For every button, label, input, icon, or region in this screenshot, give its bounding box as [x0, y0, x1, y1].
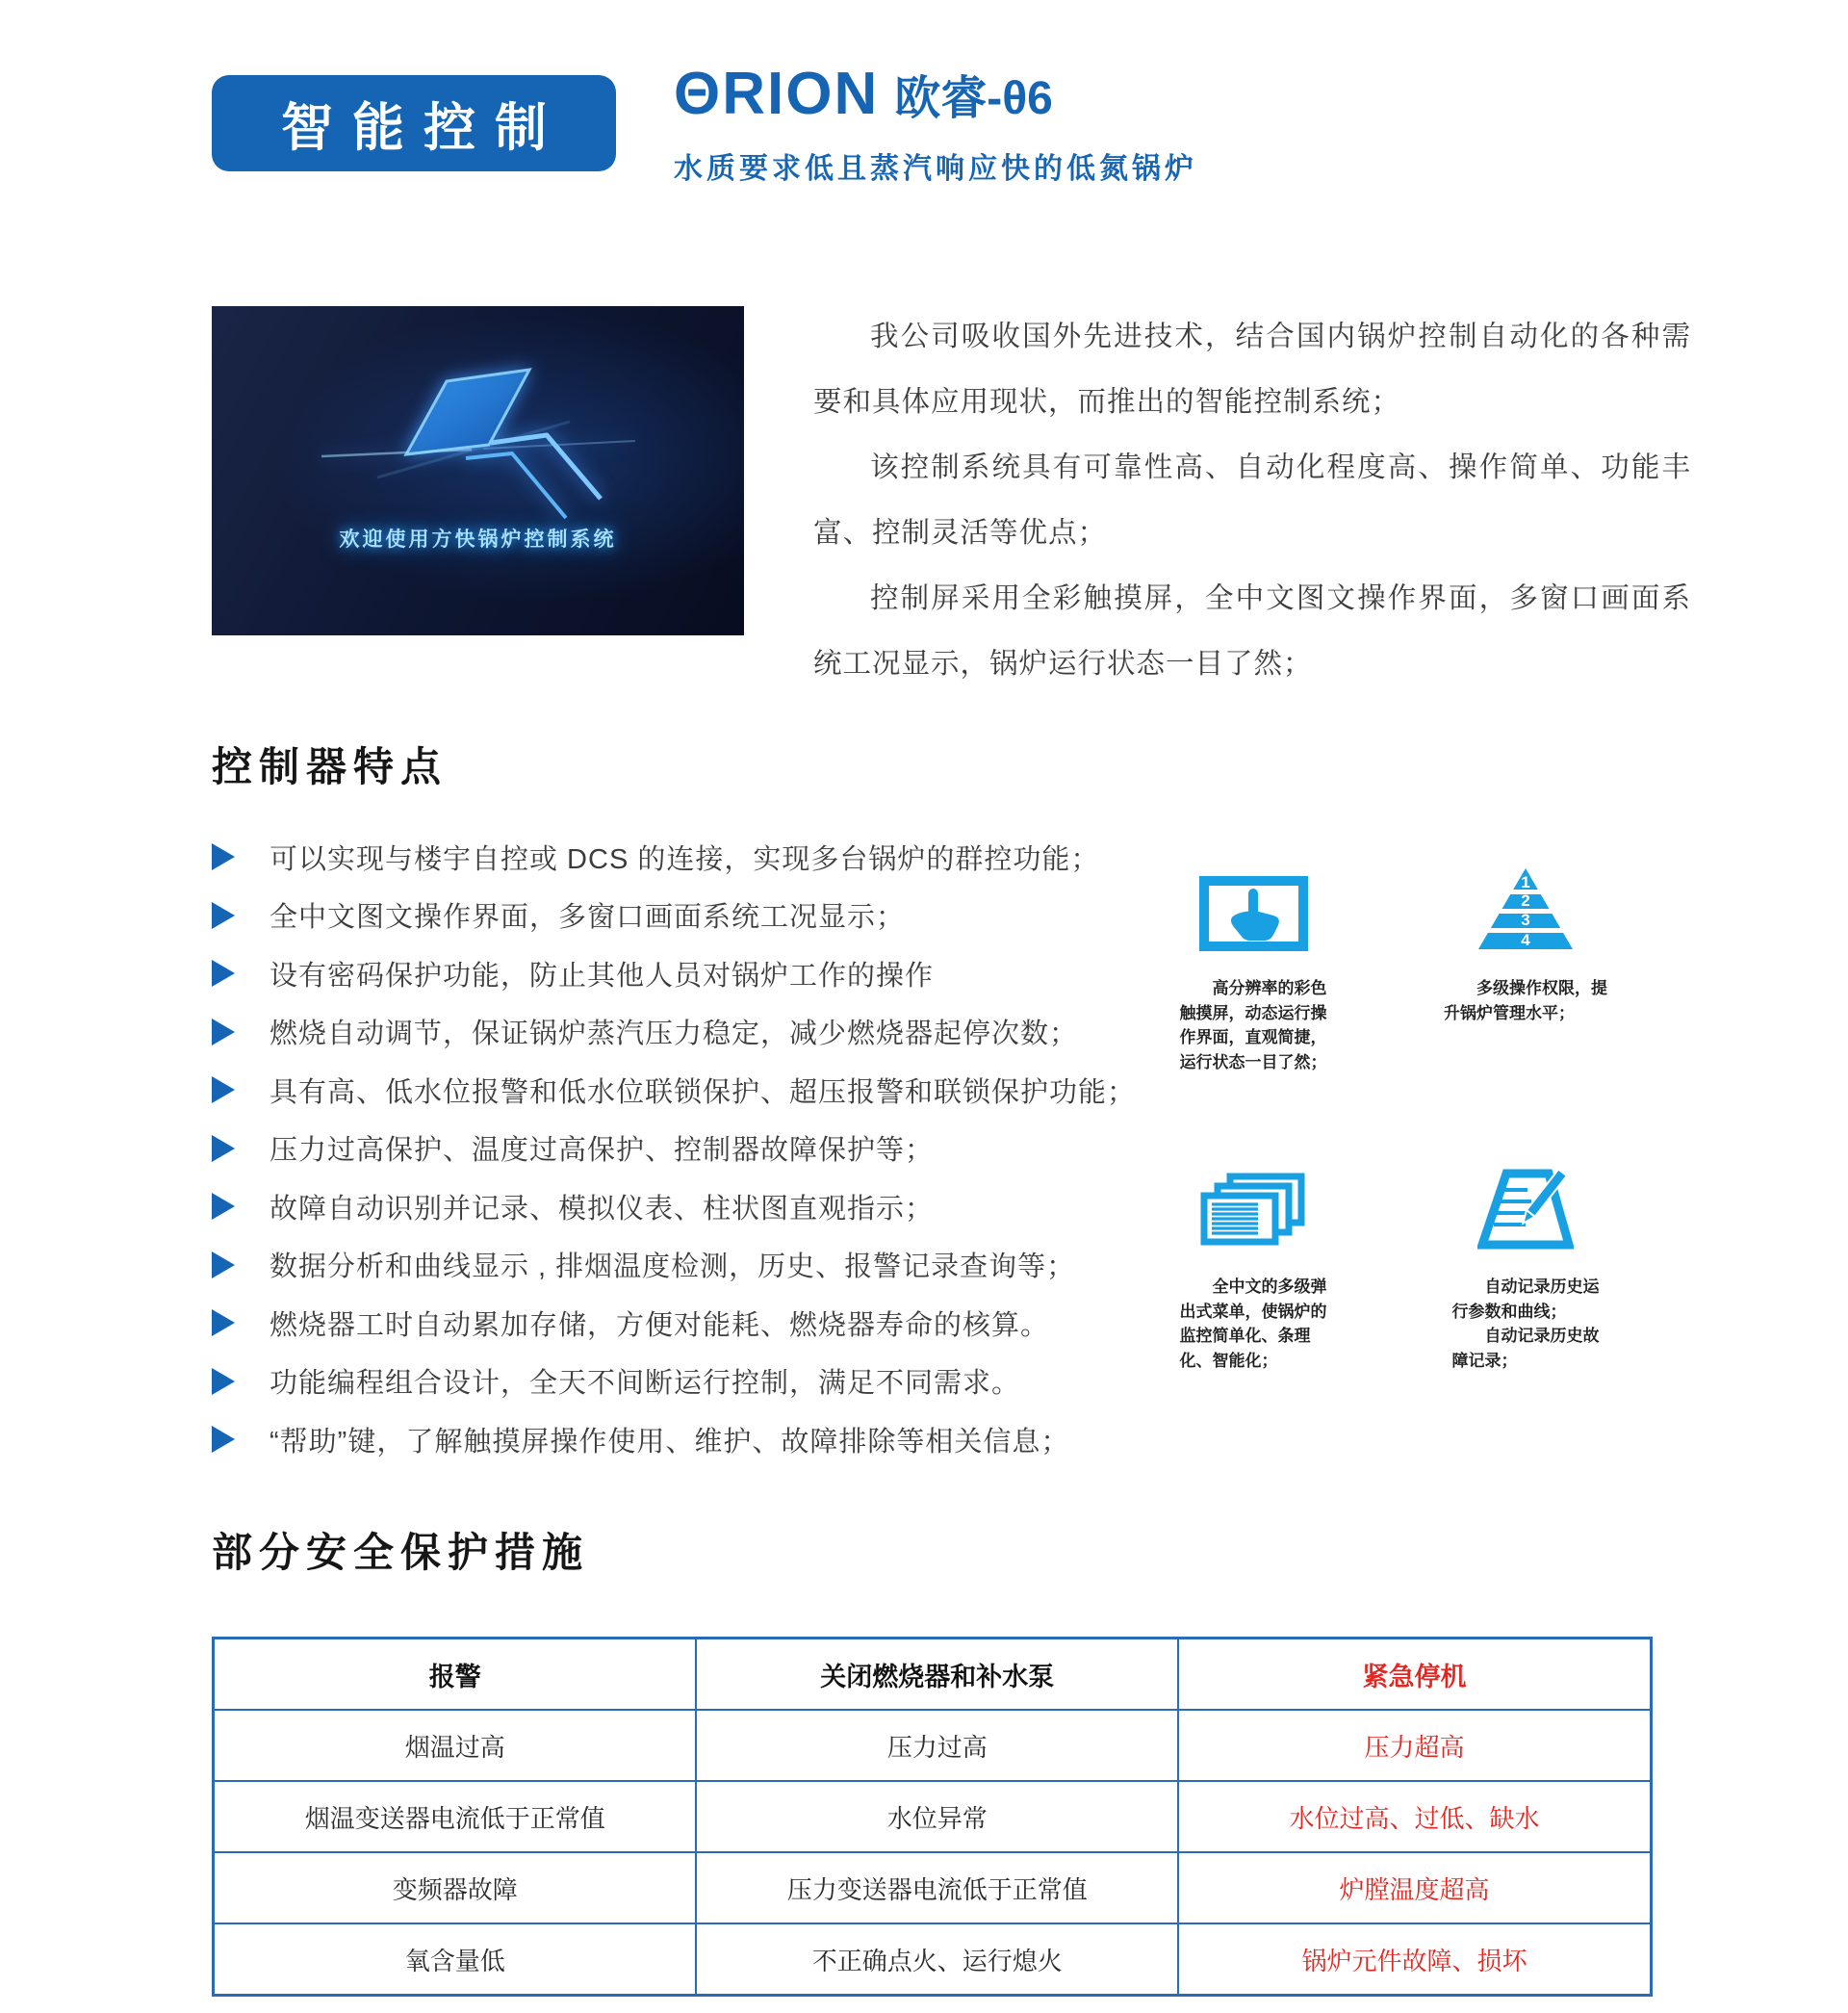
- bullet-triangle-icon: [212, 1135, 235, 1162]
- bullet-triangle-icon: [212, 1076, 235, 1103]
- feature-item: [212, 1236, 1174, 1295]
- intro-paragraph: 我公司吸收国外先进技术，结合国内锅炉控制自动化的各种需要和具体应用现状，而推出的智能控制系统；: [813, 321, 1691, 418]
- table-cell: 不正确点火、运行熄火: [696, 1923, 1177, 1996]
- bullet-triangle-icon: [212, 1309, 235, 1336]
- highlight-caption: [1180, 1275, 1327, 1373]
- feature-item-text: “帮助”键，了解触摸屏操作使用、维护、故障排除等相关信息；: [270, 1426, 1070, 1458]
- bullet-triangle-icon: [212, 1368, 235, 1395]
- intro-paragraph: 控制屏采用全彩触摸屏，全中文图文操作界面，多窗口画面系统工况显示，锅炉运行状态一目了然；: [813, 582, 1691, 680]
- feature-item-text: 具有高、低水位报警和低水位联锁保护、超压报警和联锁保护功能；: [270, 1076, 1137, 1108]
- bullet-triangle-icon: [212, 902, 235, 929]
- table-cell: 水位过高、过低、缺水: [1178, 1781, 1652, 1852]
- pyramid-level-label: 1: [1521, 873, 1530, 891]
- safety-column-header: 关闭燃烧器和补水泵: [696, 1639, 1177, 1711]
- bullet-triangle-icon: [212, 1252, 235, 1278]
- highlight-caption-line: 多级操作权限，提: [1444, 979, 1607, 997]
- highlight-caption-line: 升锅炉管理水平；: [1444, 1003, 1575, 1022]
- brand-logo-text: ΘRION: [674, 61, 880, 127]
- feature-item: [212, 1177, 1174, 1236]
- highlight-caption-line: 行参数和曲线；: [1451, 1302, 1567, 1321]
- table-row: [214, 1710, 1652, 1781]
- table-cell: 烟温过高: [214, 1710, 697, 1781]
- safety-table: [212, 1637, 1653, 1997]
- table-cell: 压力超高: [1178, 1710, 1652, 1781]
- feature-item: [212, 1353, 1174, 1411]
- table-row: [214, 1781, 1652, 1852]
- table-cell: 炉膛温度超高: [1178, 1852, 1652, 1923]
- bullet-triangle-icon: [212, 1019, 235, 1045]
- feature-item-text: 设有密码保护功能，防止其他人员对锅炉工作的操作: [270, 960, 935, 992]
- icon-wrap: [1199, 865, 1308, 951]
- feature-item: [212, 1294, 1174, 1353]
- badge-label: 智能控制: [281, 98, 566, 157]
- highlight-caption-line: 高分辨率的彩色: [1179, 979, 1327, 997]
- highlight-caption-line: 自动记录历史故: [1451, 1327, 1600, 1345]
- highlight-caption-line: 作界面，直观简捷，: [1179, 1028, 1327, 1046]
- safety-section-title: 部分安全保护措施: [212, 1530, 590, 1575]
- table-cell: 变频器故障: [214, 1852, 697, 1923]
- brand-row: [674, 60, 1053, 128]
- pyramid-levels-icon: [1476, 866, 1575, 951]
- safety-column-header: 报警: [214, 1639, 697, 1711]
- table-cell: 烟温变送器电流低于正常值: [214, 1781, 697, 1852]
- highlight-caption: [1444, 976, 1607, 1025]
- icon-wrap: [1477, 1163, 1574, 1250]
- highlight-caption: [1180, 976, 1327, 1074]
- product-subtitle: 水质要求低且蒸汽响应快的低氮锅炉: [674, 153, 1197, 185]
- highlight-caption-line: 自动记录历史运: [1451, 1277, 1600, 1296]
- feature-item-text: 燃烧器工时自动累加存储，方便对能耗、燃烧器寿命的核算。: [270, 1309, 1050, 1341]
- touchscreen-icon: [1199, 876, 1308, 951]
- highlight-touchscreen: [1145, 865, 1361, 1074]
- feature-item: [212, 828, 1174, 887]
- feature-item-text: 功能编程组合设计，全天不间断运行控制，满足不同需求。: [270, 1368, 1021, 1400]
- section-badge: [212, 75, 616, 171]
- popup-menus-icon: [1200, 1173, 1306, 1250]
- fangkuai-k-logo-icon: [320, 354, 637, 547]
- feature-item: [212, 944, 1174, 1003]
- bullet-triangle-icon: [212, 843, 235, 870]
- feature-item-text: 数据分析和曲线显示 , 排烟温度检测，历史、报警记录查询等；: [270, 1252, 1076, 1283]
- control-screen-image: [212, 306, 744, 635]
- intro-paragraph: 该控制系统具有可靠性高、自动化程度高、操作简单、功能丰富、控制灵活等优点；: [813, 452, 1691, 549]
- table-cell: 压力过高: [696, 1710, 1177, 1781]
- safety-column-header: 紧急停机: [1178, 1639, 1652, 1711]
- feature-item: [212, 1003, 1174, 1062]
- table-cell: 水位异常: [696, 1781, 1177, 1852]
- highlight-caption-line: 障记录；: [1451, 1351, 1518, 1370]
- table-row: [214, 1852, 1652, 1923]
- welcome-caption: 欢迎使用方快锅炉控制系统: [339, 529, 617, 551]
- feature-item-text: 故障自动识别并记录、模拟仪表、柱状图直观指示；: [270, 1193, 935, 1225]
- icon-wrap: [1476, 865, 1575, 951]
- highlight-caption-line: 出式菜单，使锅炉的: [1179, 1302, 1327, 1321]
- icon-wrap: [1200, 1163, 1306, 1250]
- feature-item: [212, 887, 1174, 945]
- highlight-caption-line: 监控简单化、条理: [1179, 1327, 1311, 1345]
- highlight-menus: [1145, 1163, 1361, 1373]
- table-cell: 锅炉元件故障、损坏: [1178, 1923, 1652, 1996]
- bullet-triangle-icon: [212, 960, 235, 987]
- model-name: 欧睿-θ6: [894, 73, 1053, 124]
- feature-item-text: 全中文图文操作界面，多窗口画面系统工况显示；: [270, 902, 906, 934]
- highlight-caption-line: 触摸屏，动态运行操: [1179, 1003, 1327, 1022]
- highlight-permissions: [1426, 865, 1625, 1025]
- table-cell: 氧含量低: [214, 1923, 697, 1996]
- highlight-caption-line: 全中文的多级弹: [1179, 1277, 1327, 1296]
- feature-item: [212, 1120, 1174, 1178]
- feature-item-text: 压力过高保护、温度过高保护、控制器故障保护等；: [270, 1135, 935, 1167]
- history-record-icon: [1477, 1169, 1574, 1250]
- bullet-triangle-icon: [212, 1426, 235, 1453]
- table-cell: 压力变送器电流低于正常值: [696, 1852, 1177, 1923]
- feature-item-text: 可以实现与楼宇自控或 DCS 的连接，实现多台锅炉的群控功能；: [270, 843, 1100, 875]
- features-section-title: 控制器特点: [212, 744, 449, 789]
- pyramid-level-label: 3: [1521, 911, 1530, 929]
- highlight-history: [1426, 1163, 1625, 1373]
- pyramid-level-label: 4: [1521, 931, 1530, 949]
- safety-table-body: [214, 1639, 1652, 1996]
- feature-item-text: 燃烧自动调节，保证锅炉蒸汽压力稳定，减少燃烧器起停次数；: [270, 1019, 1079, 1050]
- table-row: [214, 1923, 1652, 1996]
- feature-item: [212, 1410, 1174, 1469]
- pyramid-level-label: 2: [1521, 891, 1530, 910]
- highlight-caption: [1452, 1275, 1600, 1373]
- highlight-caption-line: 运行状态一目了然；: [1179, 1052, 1327, 1071]
- bullet-triangle-icon: [212, 1193, 235, 1220]
- intro-text: [813, 304, 1691, 697]
- highlight-caption-line: 化、智能化；: [1179, 1351, 1278, 1370]
- table-header-row: [214, 1639, 1652, 1711]
- feature-list: [212, 828, 1174, 1469]
- feature-item: [212, 1061, 1174, 1120]
